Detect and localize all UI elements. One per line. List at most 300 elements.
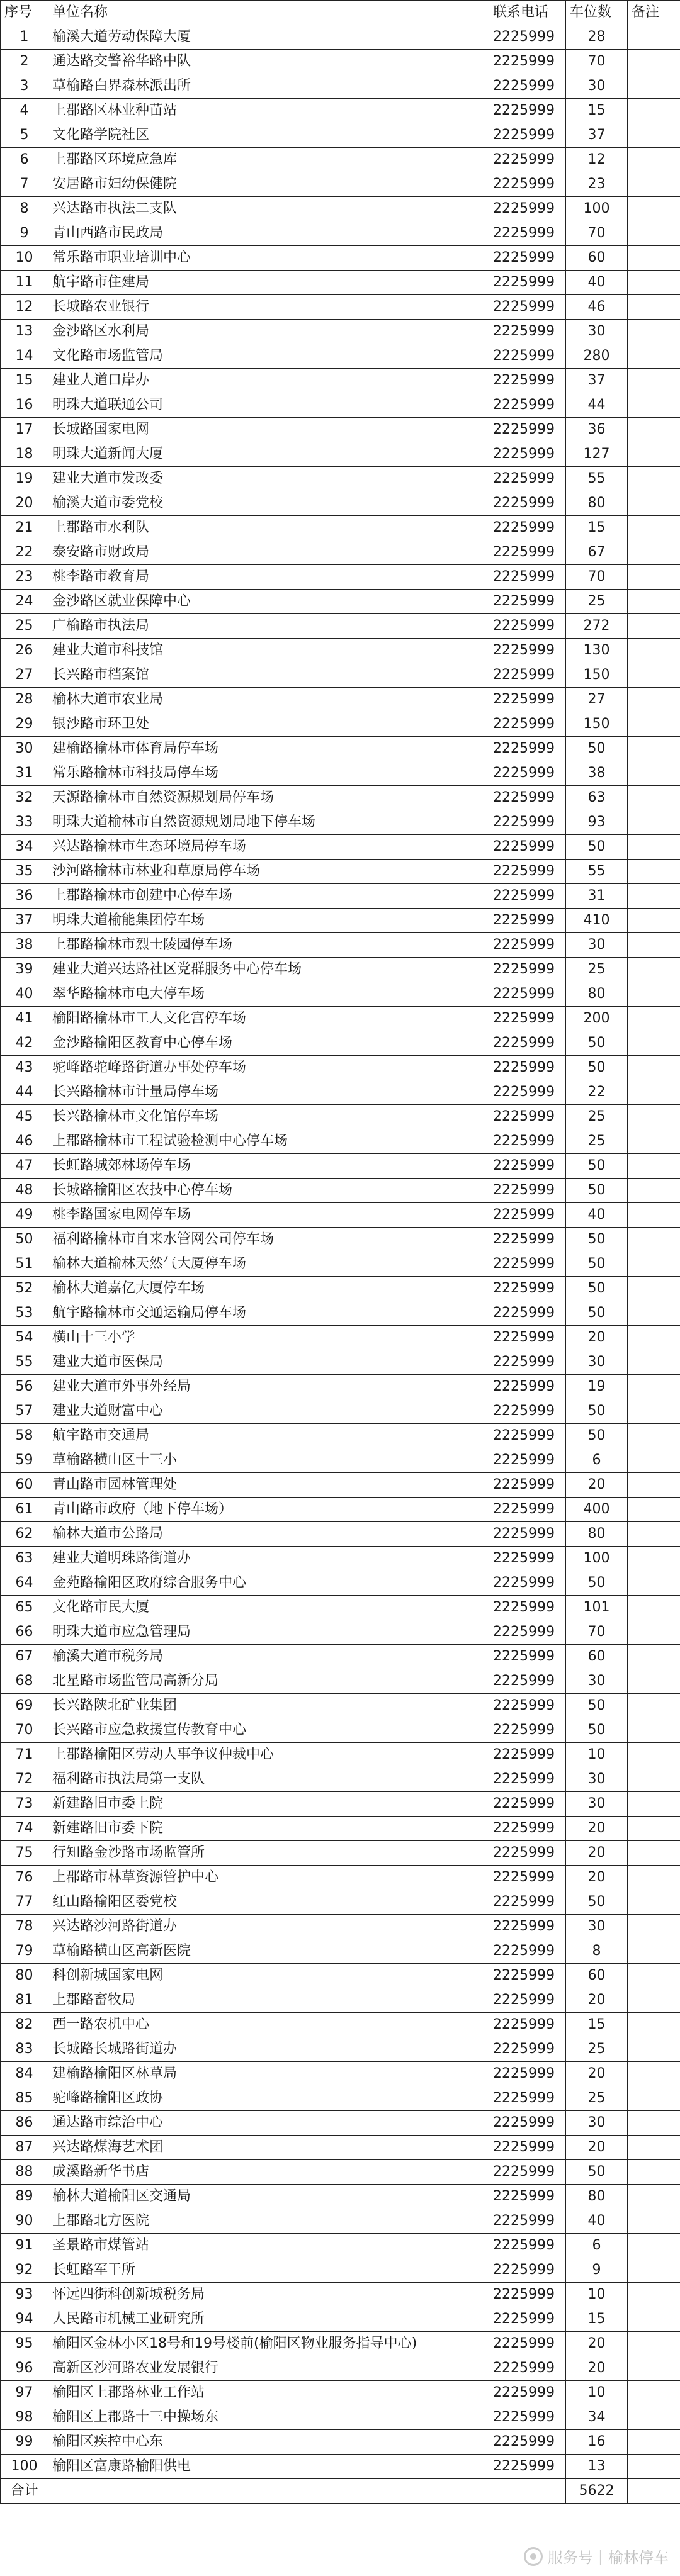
table-row — [1, 1866, 680, 1890]
table-row — [1, 491, 680, 516]
cell-phone: 2225999 — [489, 99, 566, 123]
cell-spaces: 10 — [566, 2283, 628, 2307]
table-row — [1, 982, 680, 1007]
cell-spaces: 20 — [566, 2062, 628, 2086]
cell-seq: 50 — [1, 1228, 48, 1252]
table-row — [1, 860, 680, 884]
cell-phone: 2225999 — [489, 221, 566, 246]
cell-phone: 2225999 — [489, 2356, 566, 2381]
cell-note — [628, 1547, 680, 1571]
table-row — [1, 25, 680, 50]
cell-spaces: 80 — [566, 982, 628, 1007]
cell-seq: 75 — [1, 1841, 48, 1866]
cell-phone: 2225999 — [489, 418, 566, 442]
cell-note — [628, 884, 680, 909]
cell-spaces: 16 — [566, 2430, 628, 2455]
cell-note — [628, 418, 680, 442]
cell-phone: 2225999 — [489, 369, 566, 393]
cell-spaces: 272 — [566, 614, 628, 639]
cell-phone: 2225999 — [489, 246, 566, 271]
cell-spaces: 70 — [566, 221, 628, 246]
cell-unit-name: 上郡路区林业种苗站 — [48, 99, 489, 123]
header-count: 车位数 — [566, 1, 628, 25]
table-row — [1, 418, 680, 442]
table-row — [1, 1129, 680, 1154]
cell-unit-name: 银沙路市环卫处 — [48, 712, 489, 737]
cell-note — [628, 1817, 680, 1841]
cell-unit-name: 青山西路市民政局 — [48, 221, 489, 246]
cell-phone: 2225999 — [489, 1007, 566, 1031]
cell-note — [628, 590, 680, 614]
cell-note — [628, 1596, 680, 1620]
table-row — [1, 663, 680, 688]
cell-unit-name: 建业大道明珠路街道办 — [48, 1547, 489, 1571]
cell-seq: 48 — [1, 1179, 48, 1203]
cell-seq: 31 — [1, 761, 48, 786]
cell-phone: 2225999 — [489, 148, 566, 172]
cell-note — [628, 369, 680, 393]
cell-spaces: 150 — [566, 712, 628, 737]
table-row — [1, 1203, 680, 1228]
table-row — [1, 2185, 680, 2209]
cell-phone: 2225999 — [489, 197, 566, 221]
total-note-blank — [628, 2479, 680, 2504]
cell-phone: 2225999 — [489, 1424, 566, 1448]
cell-note — [628, 1252, 680, 1277]
cell-note — [628, 1448, 680, 1473]
cell-spaces: 31 — [566, 884, 628, 909]
cell-seq: 58 — [1, 1424, 48, 1448]
cell-seq: 42 — [1, 1031, 48, 1056]
cell-seq: 29 — [1, 712, 48, 737]
cell-seq: 16 — [1, 393, 48, 418]
table-row — [1, 1277, 680, 1301]
table-row — [1, 1473, 680, 1498]
cell-unit-name: 兴达路榆林市生态环境局停车场 — [48, 835, 489, 860]
cell-note — [628, 1915, 680, 1939]
cell-phone: 2225999 — [489, 737, 566, 761]
cell-unit-name: 长兴路陕北矿业集团 — [48, 1694, 489, 1718]
cell-unit-name: 长兴路市应急救援宣传教育中心 — [48, 1718, 489, 1743]
cell-spaces: 67 — [566, 540, 628, 565]
cell-spaces: 28 — [566, 25, 628, 50]
cell-phone: 2225999 — [489, 540, 566, 565]
cell-unit-name: 北星路市场监管局高新分局 — [48, 1669, 489, 1694]
cell-spaces: 50 — [566, 1277, 628, 1301]
cell-spaces: 50 — [566, 1890, 628, 1915]
cell-spaces: 63 — [566, 786, 628, 810]
cell-spaces: 50 — [566, 1228, 628, 1252]
cell-note — [628, 2381, 680, 2405]
cell-seq: 9 — [1, 221, 48, 246]
cell-note — [628, 712, 680, 737]
cell-note — [628, 761, 680, 786]
cell-note — [628, 982, 680, 1007]
cell-note — [628, 1326, 680, 1350]
table-row — [1, 786, 680, 810]
cell-phone: 2225999 — [489, 1718, 566, 1743]
table-row — [1, 1571, 680, 1596]
cell-seq: 47 — [1, 1154, 48, 1179]
cell-note — [628, 2062, 680, 2086]
cell-spaces: 70 — [566, 565, 628, 590]
cell-unit-name: 金沙路区就业保障中心 — [48, 590, 489, 614]
table-row — [1, 1645, 680, 1669]
cell-spaces: 10 — [566, 2381, 628, 2405]
cell-unit-name: 草榆路白界森林派出所 — [48, 74, 489, 99]
table-row — [1, 1424, 680, 1448]
cell-spaces: 20 — [566, 2332, 628, 2356]
cell-seq: 19 — [1, 467, 48, 491]
cell-note — [628, 2209, 680, 2234]
cell-seq: 37 — [1, 909, 48, 933]
table-row — [1, 761, 680, 786]
cell-phone: 2225999 — [489, 860, 566, 884]
table-row — [1, 246, 680, 271]
cell-spaces: 200 — [566, 1007, 628, 1031]
cell-unit-name: 长城路长城路街道办 — [48, 2037, 489, 2062]
table-row — [1, 2381, 680, 2405]
cell-phone: 2225999 — [489, 467, 566, 491]
table-row — [1, 2136, 680, 2160]
cell-phone: 2225999 — [489, 1964, 566, 1988]
cell-spaces: 55 — [566, 467, 628, 491]
cell-unit-name: 上郡路榆林市工程试验检测中心停车场 — [48, 1129, 489, 1154]
cell-spaces: 50 — [566, 1179, 628, 1203]
cell-phone: 2225999 — [489, 1350, 566, 1375]
cell-unit-name: 青山路市政府（地下停车场） — [48, 1498, 489, 1522]
cell-phone: 2225999 — [489, 1866, 566, 1890]
cell-phone: 2225999 — [489, 761, 566, 786]
table-row — [1, 712, 680, 737]
cell-note — [628, 1203, 680, 1228]
table-row — [1, 2160, 680, 2185]
cell-unit-name: 西一路农机中心 — [48, 2013, 489, 2037]
cell-seq: 28 — [1, 688, 48, 712]
cell-phone: 2225999 — [489, 590, 566, 614]
cell-seq: 46 — [1, 1129, 48, 1154]
cell-unit-name: 长兴路市档案馆 — [48, 663, 489, 688]
cell-seq: 30 — [1, 737, 48, 761]
cell-spaces: 34 — [566, 2405, 628, 2430]
cell-spaces: 280 — [566, 344, 628, 369]
cell-unit-name: 榆林大道市公路局 — [48, 1522, 489, 1547]
cell-seq: 40 — [1, 982, 48, 1007]
cell-seq: 83 — [1, 2037, 48, 2062]
cell-phone: 2225999 — [489, 2037, 566, 2062]
cell-note — [628, 2405, 680, 2430]
cell-spaces: 20 — [566, 1866, 628, 1890]
cell-spaces: 20 — [566, 1326, 628, 1350]
cell-note — [628, 1498, 680, 1522]
cell-phone: 2225999 — [489, 663, 566, 688]
cell-phone: 2225999 — [489, 442, 566, 467]
table-row — [1, 1105, 680, 1129]
table-row — [1, 1718, 680, 1743]
table-row — [1, 442, 680, 467]
cell-spaces: 30 — [566, 1767, 628, 1792]
cell-note — [628, 909, 680, 933]
cell-seq: 72 — [1, 1767, 48, 1792]
cell-seq: 78 — [1, 1915, 48, 1939]
table-row — [1, 2356, 680, 2381]
cell-unit-name: 上郡路市林草资源管护中心 — [48, 1866, 489, 1890]
cell-phone: 2225999 — [489, 1154, 566, 1179]
cell-note — [628, 1620, 680, 1645]
cell-spaces: 25 — [566, 590, 628, 614]
table-row — [1, 1817, 680, 1841]
total-label: 合计 — [1, 2479, 48, 2504]
cell-seq: 39 — [1, 958, 48, 982]
cell-phone: 2225999 — [489, 1277, 566, 1301]
table-row — [1, 688, 680, 712]
cell-note — [628, 1645, 680, 1669]
cell-unit-name: 红山路榆阳区委党校 — [48, 1890, 489, 1915]
cell-spaces: 25 — [566, 1105, 628, 1129]
cell-phone: 2225999 — [489, 1473, 566, 1498]
cell-phone: 2225999 — [489, 1326, 566, 1350]
cell-unit-name: 榆阳路榆林市工人文化宫停车场 — [48, 1007, 489, 1031]
table-row — [1, 1939, 680, 1964]
table-row — [1, 540, 680, 565]
cell-spaces: 8 — [566, 1939, 628, 1964]
cell-seq: 65 — [1, 1596, 48, 1620]
cell-unit-name: 常乐路市职业培训中心 — [48, 246, 489, 271]
table-row — [1, 1031, 680, 1056]
cell-spaces: 20 — [566, 1841, 628, 1866]
cell-seq: 25 — [1, 614, 48, 639]
cell-note — [628, 860, 680, 884]
cell-unit-name: 通达路交警裕华路中队 — [48, 50, 489, 74]
cell-unit-name: 通达路市综治中心 — [48, 2111, 489, 2136]
cell-phone: 2225999 — [489, 2258, 566, 2283]
cell-note — [628, 221, 680, 246]
cell-note — [628, 1571, 680, 1596]
cell-phone: 2225999 — [489, 810, 566, 835]
watermark-name: 榆林停车 — [608, 2549, 669, 2567]
table-row — [1, 639, 680, 663]
cell-note — [628, 2332, 680, 2356]
cell-phone: 2225999 — [489, 2136, 566, 2160]
cell-note — [628, 1792, 680, 1817]
cell-seq: 88 — [1, 2160, 48, 2185]
cell-seq: 89 — [1, 2185, 48, 2209]
cell-note — [628, 467, 680, 491]
cell-unit-name: 文化路学院社区 — [48, 123, 489, 148]
cell-seq: 97 — [1, 2381, 48, 2405]
table-row — [1, 1620, 680, 1645]
cell-note — [628, 2013, 680, 2037]
cell-note — [628, 1841, 680, 1866]
cell-unit-name: 长虹路城郊林场停车场 — [48, 1154, 489, 1179]
table-row — [1, 344, 680, 369]
table-row — [1, 2307, 680, 2332]
cell-seq: 93 — [1, 2283, 48, 2307]
cell-unit-name: 兴达路市执法二支队 — [48, 197, 489, 221]
cell-seq: 53 — [1, 1301, 48, 1326]
cell-phone: 2225999 — [489, 1031, 566, 1056]
cell-note — [628, 1473, 680, 1498]
cell-phone: 2225999 — [489, 1571, 566, 1596]
cell-unit-name: 建榆路榆阳区林草局 — [48, 2062, 489, 2086]
cell-phone: 2225999 — [489, 933, 566, 958]
cell-phone: 2225999 — [489, 123, 566, 148]
cell-note — [628, 1767, 680, 1792]
cell-note — [628, 2356, 680, 2381]
cell-spaces: 12 — [566, 148, 628, 172]
cell-note — [628, 614, 680, 639]
table-row — [1, 1252, 680, 1277]
cell-spaces: 30 — [566, 933, 628, 958]
table-row — [1, 2111, 680, 2136]
table-row — [1, 1694, 680, 1718]
cell-unit-name: 上郡路畜牧局 — [48, 1988, 489, 2013]
cell-note — [628, 786, 680, 810]
cell-unit-name: 长兴路榆林市文化馆停车场 — [48, 1105, 489, 1129]
cell-phone: 2225999 — [489, 344, 566, 369]
cell-phone: 2225999 — [489, 1915, 566, 1939]
cell-seq: 15 — [1, 369, 48, 393]
table-body — [1, 25, 680, 2479]
cell-phone: 2225999 — [489, 712, 566, 737]
table-row — [1, 1007, 680, 1031]
cell-spaces: 20 — [566, 2136, 628, 2160]
cell-seq: 14 — [1, 344, 48, 369]
cell-unit-name: 安居路市妇幼保健院 — [48, 172, 489, 197]
cell-seq: 21 — [1, 516, 48, 540]
cell-spaces: 36 — [566, 418, 628, 442]
table-header-row — [1, 1, 680, 25]
table-row — [1, 1056, 680, 1080]
cell-seq: 69 — [1, 1694, 48, 1718]
cell-unit-name: 文化路市场监管局 — [48, 344, 489, 369]
cell-spaces: 25 — [566, 958, 628, 982]
cell-phone: 2225999 — [489, 884, 566, 909]
cell-unit-name: 上郡路榆林市创建中心停车场 — [48, 884, 489, 909]
table-row — [1, 1448, 680, 1473]
cell-spaces: 15 — [566, 99, 628, 123]
cell-unit-name: 榆阳区上郡路十三中操场东 — [48, 2405, 489, 2430]
cell-unit-name: 建业大道财富中心 — [48, 1399, 489, 1424]
cell-spaces: 50 — [566, 1031, 628, 1056]
cell-seq: 45 — [1, 1105, 48, 1129]
cell-spaces: 150 — [566, 663, 628, 688]
cell-note — [628, 2430, 680, 2455]
cell-spaces: 60 — [566, 1645, 628, 1669]
cell-seq: 27 — [1, 663, 48, 688]
cell-seq: 18 — [1, 442, 48, 467]
cell-unit-name: 榆阳区富康路榆阳供电 — [48, 2455, 489, 2479]
cell-seq: 7 — [1, 172, 48, 197]
cell-note — [628, 1301, 680, 1326]
table-row — [1, 614, 680, 639]
cell-seq: 56 — [1, 1375, 48, 1399]
table-row — [1, 933, 680, 958]
cell-note — [628, 246, 680, 271]
cell-seq: 66 — [1, 1620, 48, 1645]
cell-unit-name: 泰安路市财政局 — [48, 540, 489, 565]
cell-note — [628, 393, 680, 418]
cell-unit-name: 青山路市园林管理处 — [48, 1473, 489, 1498]
cell-note — [628, 565, 680, 590]
cell-unit-name: 榆溪大道劳动保障大厦 — [48, 25, 489, 50]
watermark — [524, 2545, 669, 2567]
cell-unit-name: 建业大道市医保局 — [48, 1350, 489, 1375]
cell-phone: 2225999 — [489, 271, 566, 295]
table-row — [1, 2086, 680, 2111]
cell-spaces: 20 — [566, 2356, 628, 2381]
cell-seq: 2 — [1, 50, 48, 74]
cell-seq: 86 — [1, 2111, 48, 2136]
cell-unit-name: 天源路榆林市自然资源规划局停车场 — [48, 786, 489, 810]
cell-spaces: 40 — [566, 1203, 628, 1228]
cell-seq: 43 — [1, 1056, 48, 1080]
cell-phone: 2225999 — [489, 295, 566, 320]
cell-phone: 2225999 — [489, 1252, 566, 1277]
cell-unit-name: 上郡路市水利队 — [48, 516, 489, 540]
cell-seq: 23 — [1, 565, 48, 590]
cell-note — [628, 1890, 680, 1915]
cell-note — [628, 663, 680, 688]
cell-seq: 95 — [1, 2332, 48, 2356]
table-row — [1, 99, 680, 123]
table-row — [1, 369, 680, 393]
cell-seq: 13 — [1, 320, 48, 344]
total-phone-blank — [489, 2479, 566, 2504]
table-row — [1, 1350, 680, 1375]
cell-unit-name: 福利路榆林市自来水管网公司停车场 — [48, 1228, 489, 1252]
cell-phone: 2225999 — [489, 958, 566, 982]
table-row — [1, 1841, 680, 1866]
cell-spaces: 50 — [566, 1154, 628, 1179]
cell-unit-name: 航宇路榆林市交通运输局停车场 — [48, 1301, 489, 1326]
cell-spaces: 30 — [566, 1915, 628, 1939]
cell-phone: 2225999 — [489, 516, 566, 540]
table-row — [1, 1498, 680, 1522]
cell-phone: 2225999 — [489, 1669, 566, 1694]
cell-unit-name: 金沙路榆阳区教育中心停车场 — [48, 1031, 489, 1056]
cell-seq: 34 — [1, 835, 48, 860]
table-row — [1, 2455, 680, 2479]
cell-spaces: 50 — [566, 1718, 628, 1743]
table-row — [1, 1792, 680, 1817]
cell-note — [628, 933, 680, 958]
cell-spaces: 40 — [566, 271, 628, 295]
cell-spaces: 80 — [566, 491, 628, 516]
cell-spaces: 46 — [566, 295, 628, 320]
cell-note — [628, 958, 680, 982]
cell-phone: 2225999 — [489, 2381, 566, 2405]
cell-seq: 26 — [1, 639, 48, 663]
cell-unit-name: 榆林大道榆阳区交通局 — [48, 2185, 489, 2209]
table-row — [1, 810, 680, 835]
cell-spaces: 50 — [566, 835, 628, 860]
cell-phone: 2225999 — [489, 982, 566, 1007]
cell-unit-name: 长虹路军干所 — [48, 2258, 489, 2283]
cell-seq: 52 — [1, 1277, 48, 1301]
cell-note — [628, 1939, 680, 1964]
cell-unit-name: 建榆路榆林市体育局停车场 — [48, 737, 489, 761]
cell-phone: 2225999 — [489, 639, 566, 663]
cell-phone: 2225999 — [489, 1498, 566, 1522]
cell-note — [628, 540, 680, 565]
cell-spaces: 22 — [566, 1080, 628, 1105]
cell-unit-name: 兴达路沙河路街道办 — [48, 1915, 489, 1939]
cell-spaces: 70 — [566, 1620, 628, 1645]
cell-unit-name: 新建路旧市委上院 — [48, 1792, 489, 1817]
cell-seq: 24 — [1, 590, 48, 614]
cell-phone: 2225999 — [489, 172, 566, 197]
